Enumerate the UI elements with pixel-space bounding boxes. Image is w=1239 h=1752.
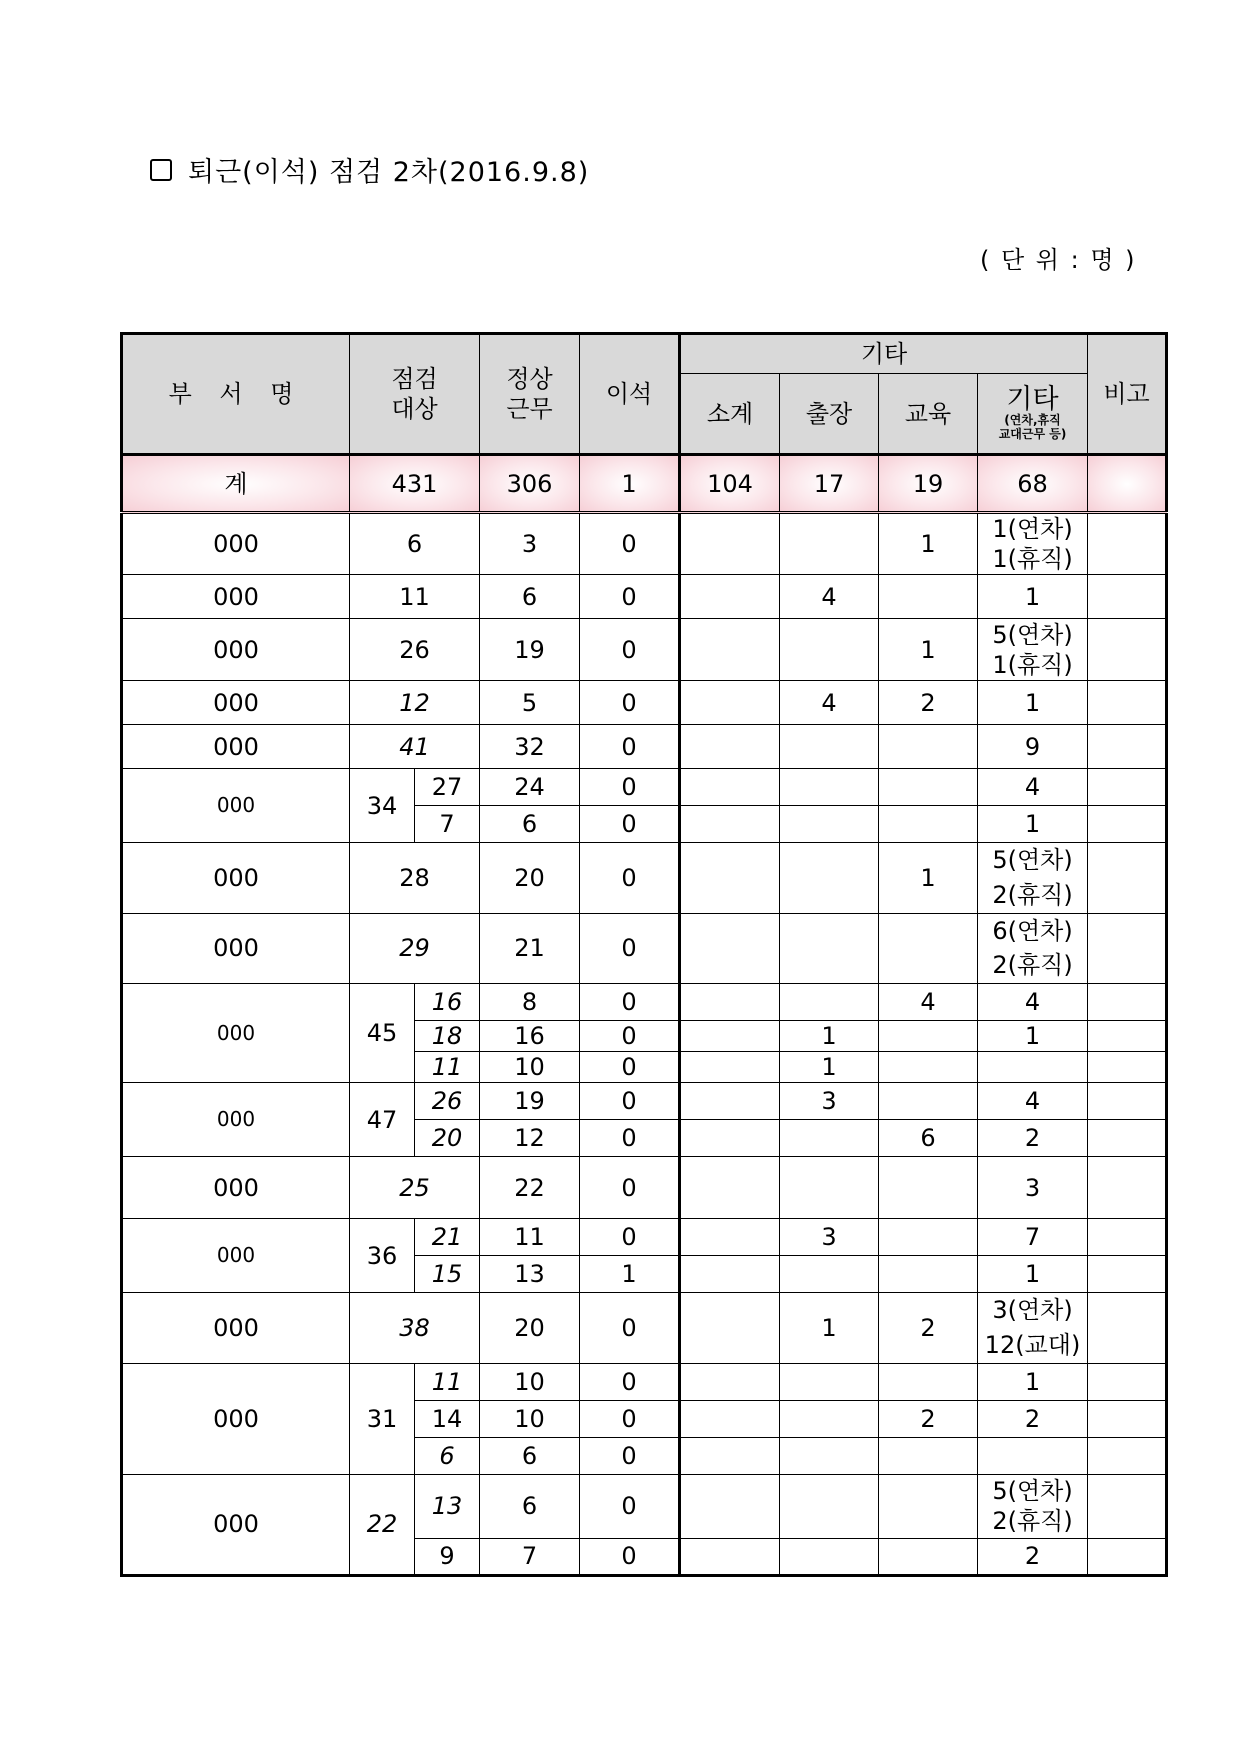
- header-subtotal: 소계: [680, 374, 780, 455]
- sub-target-count: 27: [415, 769, 480, 806]
- checkbox-icon: [150, 159, 172, 181]
- normal-count: 10: [480, 1052, 580, 1083]
- edu-count: 1: [879, 513, 978, 575]
- normal-count: 19: [480, 619, 580, 681]
- normal-count: 10: [480, 1363, 580, 1400]
- total-remark: [1088, 455, 1167, 513]
- sub-target-count: 13: [415, 1474, 480, 1538]
- remark-cell: [1088, 1437, 1167, 1474]
- absent-count: 0: [580, 843, 680, 914]
- dept-name: 000: [122, 1219, 350, 1293]
- edu-count: 2: [879, 1400, 978, 1437]
- normal-count: 21: [480, 913, 580, 984]
- subtotal-count: [680, 1363, 780, 1400]
- dept-name: 000: [122, 1083, 350, 1157]
- dept-name: 000: [122, 769, 350, 843]
- sub-target-count: 20: [415, 1120, 480, 1157]
- dept-name: 000: [122, 984, 350, 1083]
- subtotal-count: [680, 575, 780, 619]
- trip-count: 1: [780, 1052, 879, 1083]
- trip-count: [780, 1157, 879, 1219]
- normal-count: 13: [480, 1256, 580, 1293]
- remark-cell: [1088, 1400, 1167, 1437]
- other-count: 2: [978, 1120, 1088, 1157]
- dept-name: 000: [122, 913, 350, 984]
- dept-name: 000: [122, 1363, 350, 1474]
- remark-cell: [1088, 681, 1167, 725]
- sub-target-count: 26: [415, 1083, 480, 1120]
- other-count: [978, 1052, 1088, 1083]
- trip-count: [780, 725, 879, 769]
- subtotal-count: [680, 513, 780, 575]
- absent-count: 0: [580, 1120, 680, 1157]
- other-count: 3(연차) 12(교대): [978, 1293, 1088, 1364]
- edu-count: [879, 1021, 978, 1052]
- group-total: 34: [350, 769, 415, 843]
- absent-count: 1: [580, 1256, 680, 1293]
- normal-count: 32: [480, 725, 580, 769]
- header-trip: 출장: [780, 374, 879, 455]
- remark-cell: [1088, 806, 1167, 843]
- trip-count: 3: [780, 1219, 879, 1256]
- subtotal-count: [680, 769, 780, 806]
- other-count: 2: [978, 1538, 1088, 1575]
- dept-name: 000: [122, 1474, 350, 1575]
- remark-cell: [1088, 1120, 1167, 1157]
- absent-count: 0: [580, 1052, 680, 1083]
- subtotal-count: [680, 1052, 780, 1083]
- target-count: 41: [350, 725, 480, 769]
- other-count: [978, 1437, 1088, 1474]
- edu-count: [879, 725, 978, 769]
- trip-count: [780, 984, 879, 1021]
- dept-name: 000: [122, 619, 350, 681]
- remark-cell: [1088, 769, 1167, 806]
- remark-cell: [1088, 1363, 1167, 1400]
- remark-cell: [1088, 725, 1167, 769]
- other-count: 2: [978, 1400, 1088, 1437]
- target-count: 11: [350, 575, 480, 619]
- remark-cell: [1088, 843, 1167, 914]
- edu-count: [879, 769, 978, 806]
- dept-name: 000: [122, 725, 350, 769]
- subtotal-count: [680, 806, 780, 843]
- absent-count: 0: [580, 1293, 680, 1364]
- trip-count: 1: [780, 1293, 879, 1364]
- remark-cell: [1088, 913, 1167, 984]
- edu-count: [879, 1474, 978, 1538]
- edu-count: [879, 1363, 978, 1400]
- remark-cell: [1088, 575, 1167, 619]
- trip-count: 4: [780, 575, 879, 619]
- normal-count: 10: [480, 1400, 580, 1437]
- trip-count: 1: [780, 1021, 879, 1052]
- page-title: [150, 150, 589, 189]
- sub-target-count: 21: [415, 1219, 480, 1256]
- absent-count: 0: [580, 1363, 680, 1400]
- target-count: 29: [350, 913, 480, 984]
- trip-count: [780, 1120, 879, 1157]
- sub-target-count: 14: [415, 1400, 480, 1437]
- remark-cell: [1088, 1474, 1167, 1538]
- normal-count: 24: [480, 769, 580, 806]
- subtotal-count: [680, 619, 780, 681]
- trip-count: [780, 513, 879, 575]
- absent-count: 0: [580, 1083, 680, 1120]
- remark-cell: [1088, 984, 1167, 1021]
- remark-cell: [1088, 1083, 1167, 1120]
- target-count: 28: [350, 843, 480, 914]
- remark-cell: [1088, 1052, 1167, 1083]
- edu-count: [879, 1157, 978, 1219]
- edu-count: [879, 806, 978, 843]
- other-count: 5(연차) 2(휴직): [978, 843, 1088, 914]
- absent-count: 0: [580, 1021, 680, 1052]
- subtotal-count: [680, 1538, 780, 1575]
- other-count: 5(연차) 2(휴직): [978, 1474, 1088, 1538]
- total-subtotal: 104: [680, 455, 780, 513]
- remark-cell: [1088, 1538, 1167, 1575]
- absent-count: 0: [580, 513, 680, 575]
- remark-cell: [1088, 513, 1167, 575]
- normal-count: 12: [480, 1120, 580, 1157]
- edu-count: 1: [879, 843, 978, 914]
- trip-count: [780, 843, 879, 914]
- other-count: 1: [978, 1363, 1088, 1400]
- trip-count: [780, 806, 879, 843]
- normal-count: 6: [480, 1474, 580, 1538]
- edu-count: [879, 1538, 978, 1575]
- total-normal: 306: [480, 455, 580, 513]
- edu-count: [879, 1083, 978, 1120]
- target-count: 26: [350, 619, 480, 681]
- absent-count: 0: [580, 1157, 680, 1219]
- edu-count: 2: [879, 681, 978, 725]
- remark-cell: [1088, 619, 1167, 681]
- dept-name: 000: [122, 681, 350, 725]
- group-total: 22: [350, 1474, 415, 1575]
- other-count: 1: [978, 681, 1088, 725]
- subtotal-count: [680, 1157, 780, 1219]
- normal-count: 20: [480, 1293, 580, 1364]
- total-edu: 19: [879, 455, 978, 513]
- target-count: 12: [350, 681, 480, 725]
- absent-count: 0: [580, 1538, 680, 1575]
- trip-count: 3: [780, 1083, 879, 1120]
- sub-target-count: 18: [415, 1021, 480, 1052]
- subtotal-count: [680, 1219, 780, 1256]
- other-count: 3: [978, 1157, 1088, 1219]
- normal-count: 16: [480, 1021, 580, 1052]
- absent-count: 0: [580, 619, 680, 681]
- total-absent: 1: [580, 455, 680, 513]
- edu-count: 4: [879, 984, 978, 1021]
- trip-count: [780, 1474, 879, 1538]
- trip-count: [780, 1538, 879, 1575]
- header-other: 기타 (연차,휴직 교대근무 등): [978, 374, 1088, 455]
- absent-count: 0: [580, 575, 680, 619]
- absent-count: 0: [580, 1219, 680, 1256]
- subtotal-count: [680, 1256, 780, 1293]
- normal-count: 5: [480, 681, 580, 725]
- subtotal-count: [680, 1437, 780, 1474]
- trip-count: [780, 1437, 879, 1474]
- title-text: 퇴근(이석) 점검 2차(2016.9.8): [188, 157, 590, 188]
- total-trip: 17: [780, 455, 879, 513]
- edu-count: 6: [879, 1120, 978, 1157]
- other-count: 1: [978, 575, 1088, 619]
- other-count: 4: [978, 769, 1088, 806]
- trip-count: [780, 1363, 879, 1400]
- subtotal-count: [680, 843, 780, 914]
- edu-count: [879, 913, 978, 984]
- trip-count: [780, 769, 879, 806]
- dept-name: 000: [122, 513, 350, 575]
- other-count: 6(연차) 2(휴직): [978, 913, 1088, 984]
- normal-count: 6: [480, 575, 580, 619]
- normal-count: 22: [480, 1157, 580, 1219]
- normal-count: 8: [480, 984, 580, 1021]
- sub-target-count: 11: [415, 1363, 480, 1400]
- subtotal-count: [680, 1083, 780, 1120]
- total-other: 68: [978, 455, 1088, 513]
- subtotal-count: [680, 1293, 780, 1364]
- sub-target-count: 6: [415, 1437, 480, 1474]
- header-edu: 교육: [879, 374, 978, 455]
- edu-count: [879, 575, 978, 619]
- normal-count: 11: [480, 1219, 580, 1256]
- remark-cell: [1088, 1219, 1167, 1256]
- absent-count: 0: [580, 1474, 680, 1538]
- target-count: 38: [350, 1293, 480, 1364]
- absent-count: 0: [580, 725, 680, 769]
- normal-count: 6: [480, 1437, 580, 1474]
- edu-count: [879, 1219, 978, 1256]
- sub-target-count: 15: [415, 1256, 480, 1293]
- other-count: 9: [978, 725, 1088, 769]
- target-count: 6: [350, 513, 480, 575]
- other-count: 4: [978, 1083, 1088, 1120]
- other-count: 7: [978, 1219, 1088, 1256]
- other-count: 1: [978, 1021, 1088, 1052]
- other-count: 5(연차) 1(휴직): [978, 619, 1088, 681]
- subtotal-count: [680, 1120, 780, 1157]
- edu-count: [879, 1256, 978, 1293]
- remark-cell: [1088, 1021, 1167, 1052]
- normal-count: 7: [480, 1538, 580, 1575]
- sub-target-count: 7: [415, 806, 480, 843]
- edu-count: [879, 1437, 978, 1474]
- header-normal: 정상 근무: [480, 334, 580, 455]
- header-remark: 비고: [1088, 334, 1167, 455]
- absent-count: 0: [580, 769, 680, 806]
- other-count: 1(연차) 1(휴직): [978, 513, 1088, 575]
- header-absent: 이석: [580, 334, 680, 455]
- dept-name: 000: [122, 1157, 350, 1219]
- subtotal-count: [680, 1474, 780, 1538]
- header-etc: 기타: [680, 334, 1088, 374]
- remark-cell: [1088, 1293, 1167, 1364]
- trip-count: [780, 1400, 879, 1437]
- trip-count: 4: [780, 681, 879, 725]
- group-total: 31: [350, 1363, 415, 1474]
- absent-count: 0: [580, 1437, 680, 1474]
- dept-name: 000: [122, 843, 350, 914]
- subtotal-count: [680, 725, 780, 769]
- absent-count: 0: [580, 913, 680, 984]
- group-total: 47: [350, 1083, 415, 1157]
- edu-count: 1: [879, 619, 978, 681]
- group-total: 45: [350, 984, 415, 1083]
- trip-count: [780, 1256, 879, 1293]
- subtotal-count: [680, 681, 780, 725]
- sub-target-count: 11: [415, 1052, 480, 1083]
- absent-count: 0: [580, 1400, 680, 1437]
- subtotal-count: [680, 913, 780, 984]
- subtotal-count: [680, 984, 780, 1021]
- normal-count: 6: [480, 806, 580, 843]
- total-target: 431: [350, 455, 480, 513]
- remark-cell: [1088, 1256, 1167, 1293]
- trip-count: [780, 913, 879, 984]
- other-count: 1: [978, 1256, 1088, 1293]
- normal-count: 3: [480, 513, 580, 575]
- subtotal-count: [680, 1021, 780, 1052]
- edu-count: [879, 1052, 978, 1083]
- absent-count: 0: [580, 806, 680, 843]
- normal-count: 20: [480, 843, 580, 914]
- remark-cell: [1088, 1157, 1167, 1219]
- header-dept: 부 서 명: [122, 334, 350, 455]
- inspection-table: [120, 332, 1168, 1577]
- dept-name: 000: [122, 1293, 350, 1364]
- other-count: 1: [978, 806, 1088, 843]
- header-target: 점검 대상: [350, 334, 480, 455]
- normal-count: 19: [480, 1083, 580, 1120]
- total-label: 계: [122, 455, 350, 513]
- other-count: 4: [978, 984, 1088, 1021]
- sub-target-count: 9: [415, 1538, 480, 1575]
- sub-target-count: 16: [415, 984, 480, 1021]
- trip-count: [780, 619, 879, 681]
- absent-count: 0: [580, 681, 680, 725]
- dept-name: 000: [122, 575, 350, 619]
- edu-count: 2: [879, 1293, 978, 1364]
- unit-label: ( 단 위 : 명 ): [980, 246, 1137, 274]
- group-total: 36: [350, 1219, 415, 1293]
- target-count: 25: [350, 1157, 480, 1219]
- subtotal-count: [680, 1400, 780, 1437]
- absent-count: 0: [580, 984, 680, 1021]
